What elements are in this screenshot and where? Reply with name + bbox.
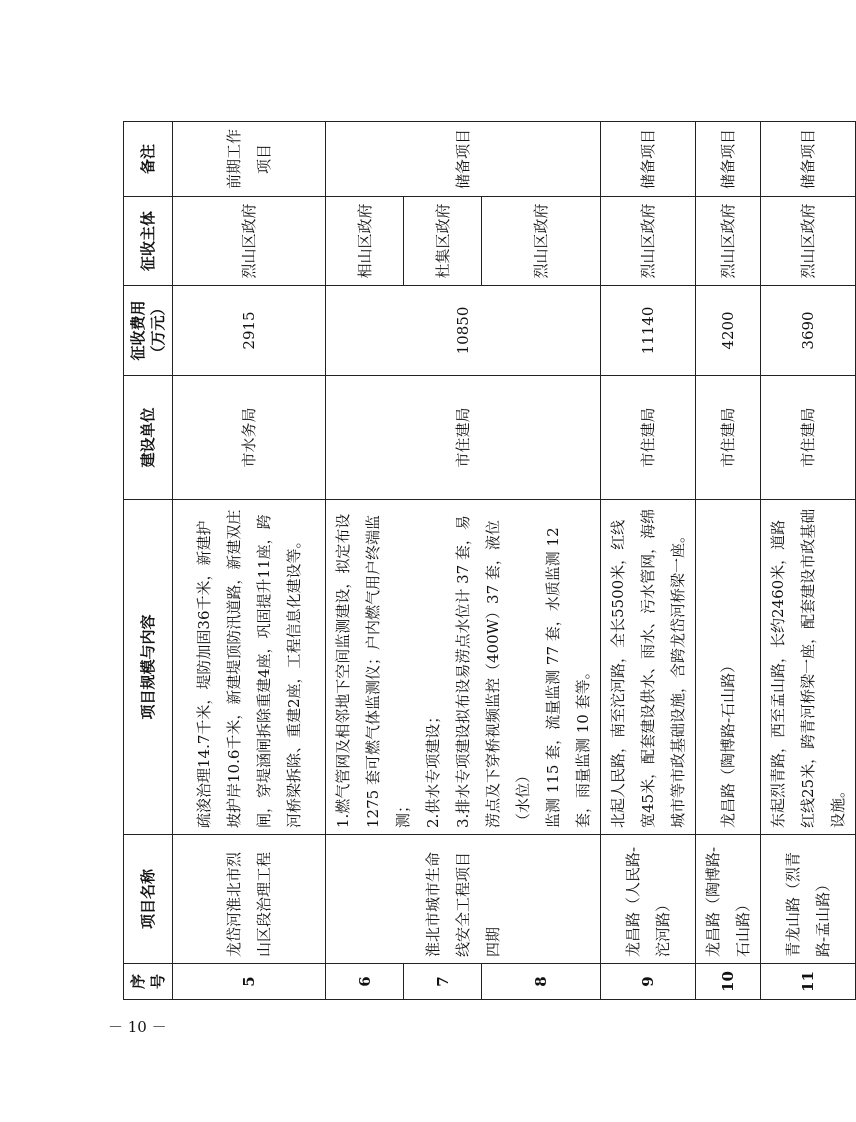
- header-no: 序号: [124, 964, 173, 1000]
- table-row: [696, 122, 761, 1000]
- table-row: [173, 122, 326, 1000]
- row-subject: 烈山区政府: [601, 197, 696, 286]
- rotated-table-wrapper: [123, 122, 847, 1000]
- header-subject: 征收主体: [124, 197, 173, 286]
- row-cost: 2915: [173, 286, 326, 376]
- row-no: 5: [173, 964, 326, 1000]
- row-no: 9: [601, 964, 696, 1000]
- row-content: [761, 500, 856, 835]
- row-builder: 市住建局: [761, 376, 856, 500]
- group-content: [326, 500, 601, 835]
- header-builder: 建设单位: [124, 376, 173, 500]
- row-subject: 杜集区政府: [404, 197, 482, 286]
- header-content: 项目规模与内容: [124, 500, 173, 835]
- group-name: 淮北市城市生命线安全工程项目四期: [326, 835, 601, 964]
- row-content: [601, 500, 696, 835]
- table-row: [761, 122, 856, 1000]
- content-line: 龙昌路（陶博路-石山路）: [719, 657, 737, 828]
- row-content: [173, 500, 326, 835]
- row-cost: 4200: [696, 286, 761, 376]
- row-note: 储备项目: [761, 122, 856, 197]
- row-name: 龙昌路（人民路-沱河路）: [601, 835, 696, 964]
- row-subject: 相山区政府: [326, 197, 404, 286]
- table-header-row: [124, 122, 173, 1000]
- content-line: 2.供水专项建设；: [424, 708, 442, 828]
- page-number: － 10 －: [108, 1018, 167, 1036]
- row-note: 前期工作项目: [173, 122, 326, 197]
- content-line: 疏浚治理14.7千米，堤防加固36千米，新建护坡护岸10.6千米，新建堤顶防汛道路，新建双庄闸，穿堤涵闸拆除重建4座，巩固提升11座，跨河桥梁拆除、重建2座，工程信息化建设等。: [195, 509, 303, 828]
- content-line: 3.排水专项建设拟布设易涝点水位计 37 套，易涝点及下穿桥视频监控（400W）37 套，液位（水位）: [454, 515, 532, 828]
- project-table: [123, 121, 856, 1000]
- row-content: [696, 500, 761, 835]
- row-subject: 烈山区政府: [696, 197, 761, 286]
- table-row: [601, 122, 696, 1000]
- row-cost: 11140: [601, 286, 696, 376]
- header-note: 备注: [124, 122, 173, 197]
- row-cost: 3690: [761, 286, 856, 376]
- row-subject: 烈山区政府: [761, 197, 856, 286]
- content-line: 北起人民路，南至沱河路，全长5500米，红线宽45米，配套建设供水、雨水、污水管网，海绵城市等市政基础设施，含跨龙岱河桥梁一座。: [609, 508, 687, 828]
- row-no: 6: [326, 964, 404, 1000]
- content-line: 监测 115 套，流量监测 77 套，水质监测 12 套，雨量监测 10 套等。: [544, 527, 592, 828]
- row-builder: 市住建局: [696, 376, 761, 500]
- row-no: 10: [696, 964, 761, 1000]
- row-name: 龙昌路（陶博路-石山路）: [696, 835, 761, 964]
- row-name: 龙岱河淮北市烈山区段治理工程: [173, 835, 326, 964]
- group-builder: 市住建局: [326, 376, 601, 500]
- row-no: 11: [761, 964, 856, 1000]
- group-cost: 10850: [326, 286, 601, 376]
- row-note: 储备项目: [696, 122, 761, 197]
- row-builder: 市住建局: [601, 376, 696, 500]
- row-name: 青龙山路（烈青路-孟山路）: [761, 835, 856, 964]
- row-subject: 烈山区政府: [482, 197, 601, 286]
- row-no: 7: [404, 964, 482, 1000]
- header-name: 项目名称: [124, 835, 173, 964]
- row-builder: 市水务局: [173, 376, 326, 500]
- group-note: 储备项目: [326, 122, 601, 197]
- header-cost: 征收费用（万元）: [124, 286, 173, 376]
- row-subject: 烈山区政府: [173, 197, 326, 286]
- content-line: 东起烈青路，西至孟山路，长约2460米，道路红线25米，跨青河桥梁一座，配套建设市政基础设施。: [769, 508, 847, 828]
- row-note: 储备项目: [601, 122, 696, 197]
- content-line: 1.燃气管网及相邻地下空间监测建设，拟定布设1275 套可燃气体监测仪；户内燃气用户终端监测；: [334, 513, 412, 828]
- table-row: [326, 122, 404, 1000]
- row-no: 8: [482, 964, 601, 1000]
